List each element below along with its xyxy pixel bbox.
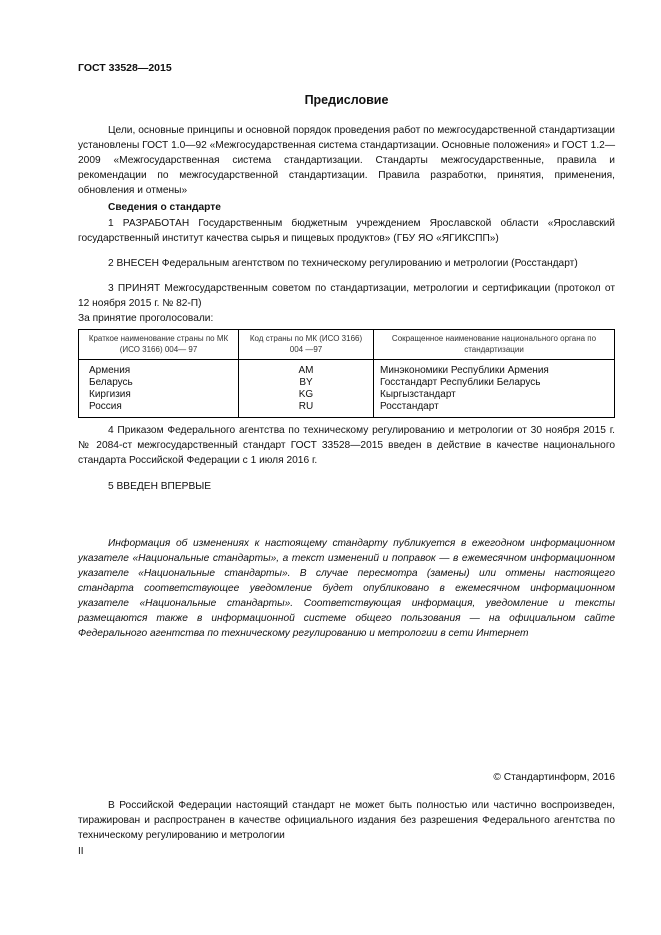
body-cell: Кыргызстандарт: [374, 389, 615, 401]
table-row: [79, 401, 615, 418]
table-row: [79, 377, 615, 389]
body-cell: Госстандарт Республики Беларусь: [374, 377, 615, 389]
column-header-body: Сокращенное наименование национального органа по стандартизации: [374, 330, 615, 360]
intro-paragraph: Цели, основные принципы и основной порядок проведения работ по межгосударственной стандартизации установлены ГОСТ 1.0—92 «Межгосударственная система стандартизации. Основные положения» и ГОСТ 1.2—2009 «Межгосударственная система стандартизации. Стандарты межгосударственные, правила и рекомендации по межгосударственной стандартизации. Правила разработки, принятия, применения, обновления и отмены»: [78, 125, 616, 196]
country-cell: Армения: [79, 360, 239, 378]
country-cell: Киргизия: [79, 389, 239, 401]
voted-label: За принятие проголосовали:: [78, 313, 214, 324]
code-cell: KG: [239, 389, 374, 401]
item-enacted: 4 Приказом Федерального агентства по техническому регулированию и метрологии от 30 ноября 2015 г. № 2084-ст межгосударственный стандарт ГОСТ 33528—2015 введен в действие в качестве национального стандарта Российской Федерации с 1 июля 2016 г.: [78, 425, 615, 466]
item-developed: 1 РАЗРАБОТАН Государственным бюджетным учреждением Ярославской области «Ярославский государственный институт качества сырья и пищевых продуктов» (ГБУ ЯО «ЯГИКСПП»): [78, 218, 615, 244]
page-number: II: [78, 846, 84, 857]
table-row: [79, 360, 615, 378]
info-heading: Сведения о стандарте: [108, 202, 221, 213]
copyright-line: © Стандартинформ, 2016: [493, 772, 615, 783]
changes-notice: Информация об изменениях к настоящему стандарту публикуется в ежегодном информационном указателе «Национальные стандарты», а текст изменений и поправок — в ежемесячном информационном указателе «Национальные стандарты». В случае пересмотра (замены) или отмены настоящего стандарта соответствующее уведомление будет опубликовано в ежемесячном информационном указателе «Национальные стандарты». Соответствующая информация, уведомление и тексты размещаются также в информационной системе общего пользования — на официальном сайте Федерального агентства по техническому регулированию и метрологии в сети Интернет: [78, 538, 615, 639]
column-header-code: Код страны по МК (ИСО 3166) 004 —97: [239, 330, 374, 360]
body-cell: Минэкономики Республики Армения: [374, 360, 615, 378]
column-header-country: Краткое наименование страны по МК (ИСО 3166) 004— 97: [79, 330, 239, 360]
reproduction-notice: В Российской Федерации настоящий стандарт не может быть полностью или частично воспроизведен, тиражирован и распространен в качестве официального издания без разрешения Федерального агентства по техническому регулированию и метрологии: [78, 800, 615, 841]
voting-countries-table: [78, 329, 615, 418]
country-cell: Россия: [79, 401, 239, 418]
code-cell: BY: [239, 377, 374, 389]
country-cell: Беларусь: [79, 377, 239, 389]
table-row: [79, 389, 615, 401]
code-cell: AM: [239, 360, 374, 378]
code-cell: RU: [239, 401, 374, 418]
document-code-header: ГОСТ 33528—2015: [78, 62, 172, 74]
item-adopted: 3 ПРИНЯТ Межгосударственным советом по стандартизации, метрологии и сертификации (протокол от 12 ноября 2015 г. № 82-П): [78, 283, 615, 309]
table-header-row: [79, 330, 615, 360]
body-cell: Росстандарт: [374, 401, 615, 418]
item-submitted: 2 ВНЕСЕН Федеральным агентством по техническому регулированию и метрологии (Росстандарт): [108, 258, 578, 269]
item-first-introduced: 5 ВВЕДЕН ВПЕРВЫЕ: [108, 481, 212, 492]
page-title: Предисловие: [304, 93, 389, 107]
